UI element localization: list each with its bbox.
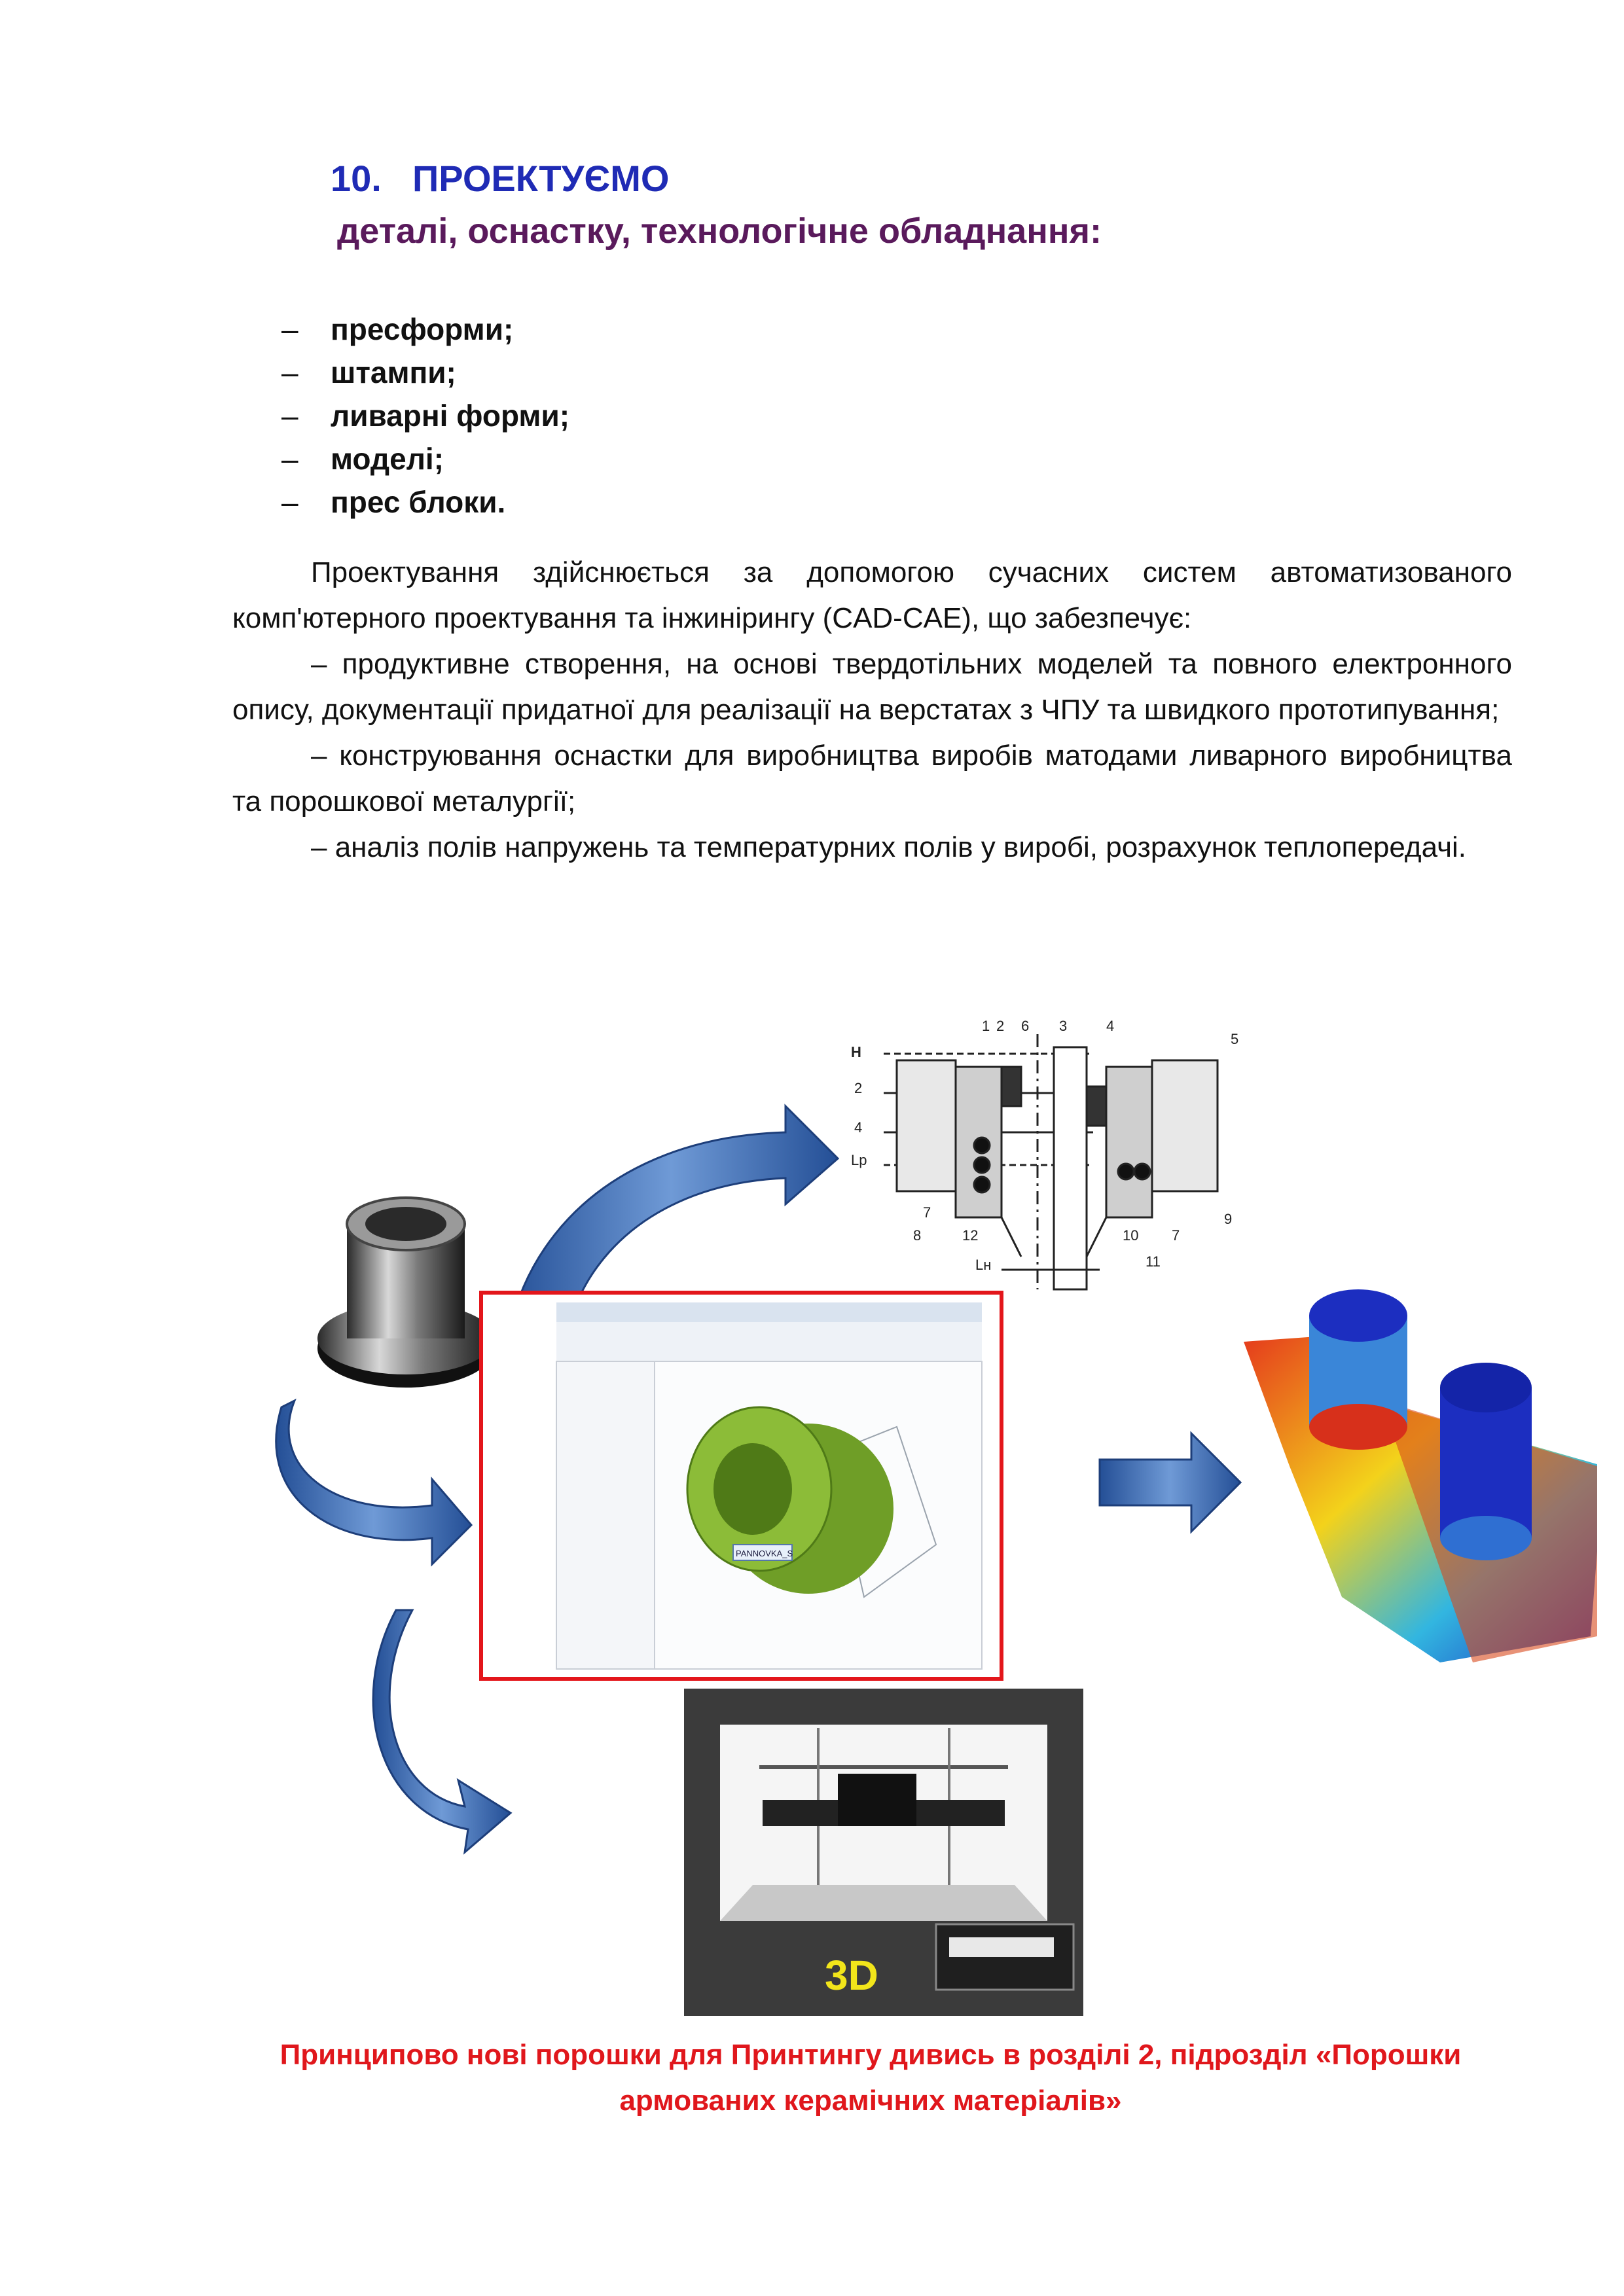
- drawing-label: 6: [1021, 1018, 1030, 1034]
- drawing-label: Lн: [975, 1257, 992, 1273]
- list-item: – моделі;: [281, 442, 444, 476]
- drawing-label: 1: [982, 1018, 990, 1034]
- drawing-label: H: [851, 1044, 861, 1060]
- list-item: – ливарні форми;: [281, 399, 570, 433]
- section-title: ПРОЕКТУЄМО: [412, 158, 670, 199]
- bushing-part-image: [317, 1198, 494, 1388]
- drawing-label: Lр: [851, 1152, 867, 1168]
- drawing-label: 4: [854, 1119, 863, 1136]
- drawing-label: 2: [854, 1080, 863, 1096]
- paragraph: Проектування здійснюється за допомогою сучасних систем автоматизованого комп'ютерного проектування та інжинірингу (CAD-CAE), що забезпечує:: [232, 556, 1512, 634]
- drawing-label: 11: [1146, 1253, 1161, 1270]
- printer-3d-label: 3D: [825, 1952, 878, 1999]
- list-item: – пресформи;: [281, 312, 514, 346]
- drawing-label: 7: [923, 1204, 931, 1221]
- drawing-label: 2: [996, 1018, 1005, 1034]
- section-number: 10.: [331, 158, 382, 199]
- drawing-label: 4: [1106, 1018, 1115, 1034]
- caption-line: армованих керамічних матеріалів»: [619, 2085, 1122, 2117]
- tooling-drawing: [841, 1034, 1247, 1289]
- list-item: – прес блоки.: [281, 485, 506, 519]
- list-item: – штампи;: [281, 355, 456, 389]
- cad-model-label: PANNOVKA_S: [736, 1549, 793, 1558]
- drawing-label: 3: [1059, 1018, 1068, 1034]
- drawing-label: 7: [1172, 1227, 1180, 1244]
- bullet-list: [281, 308, 569, 524]
- section-subtitle: деталі, оснастку, технологічне обладнання:: [337, 211, 1102, 251]
- 3d-printer-image: [684, 1689, 1083, 2016]
- drawing-label: 8: [913, 1227, 922, 1244]
- caption-line: Принципово нові порошки для Принтингу дивись в розділі 2, підрозділ «Порошки: [280, 2039, 1462, 2071]
- cad-screenshot: [481, 1293, 1001, 1679]
- drawing-label: 9: [1224, 1211, 1233, 1227]
- drawing-label: 12: [962, 1227, 979, 1244]
- fea-result-image: [1244, 1289, 1597, 1662]
- workflow-figure: [229, 1008, 1597, 2022]
- body-text: [232, 550, 1512, 870]
- paragraph: – конструювання оснастки для виробництва виробів матодами ливарного виробництва та порошкової металургії;: [232, 740, 1512, 817]
- caption-note: [236, 2032, 1506, 2124]
- drawing-label: 5: [1231, 1031, 1239, 1047]
- paragraph: – аналіз полів напружень та температурних полів у виробі, розрахунок теплопередачі.: [311, 831, 1467, 863]
- drawing-label: 10: [1123, 1227, 1139, 1244]
- paragraph: – продуктивне створення, на основі твердотільних моделей та повного електронного опису, документації придатної для реалізації на верстатах з ЧПУ та швидкого прототипування;: [232, 648, 1512, 726]
